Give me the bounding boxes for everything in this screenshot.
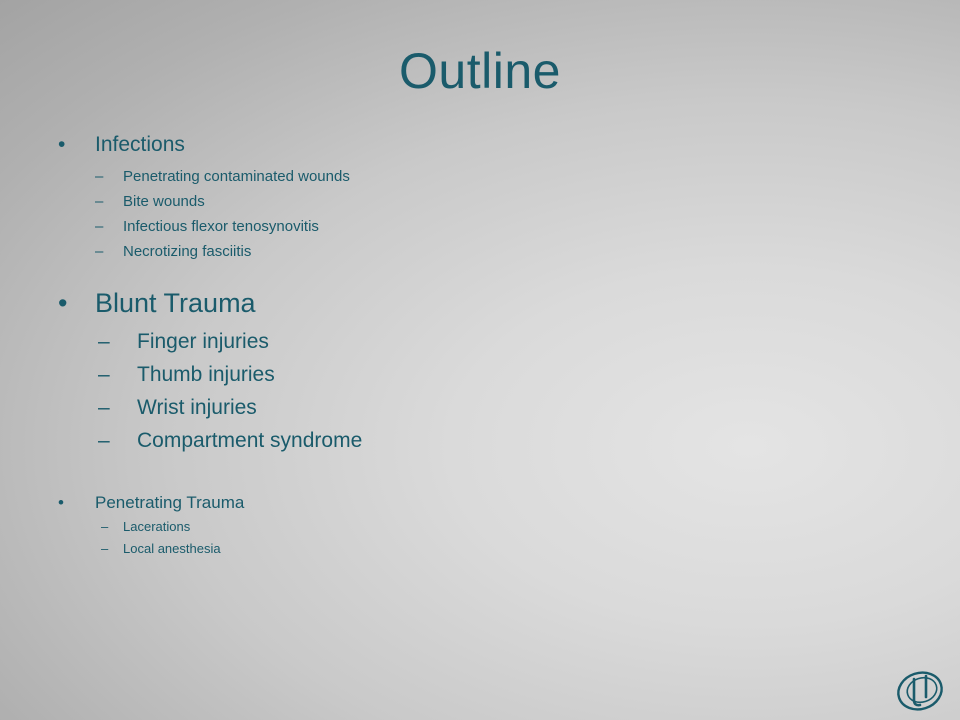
- bullet-label: Infections: [95, 133, 185, 156]
- sub-label: Compartment syndrome: [137, 429, 363, 452]
- sub-dash: –: [95, 168, 104, 185]
- sub-dash: –: [101, 519, 109, 534]
- sub-dash: –: [98, 363, 110, 386]
- sub-item: [95, 168, 350, 185]
- sub-item: [95, 243, 252, 260]
- sub-item: [95, 218, 319, 235]
- sub-item: [98, 429, 363, 453]
- bullet-blunt-trauma: [58, 288, 256, 319]
- sub-label: Necrotizing fasciitis: [123, 243, 252, 260]
- sub-label: Local anesthesia: [123, 541, 221, 556]
- sub-dash: –: [101, 541, 109, 556]
- bullet-infections: [58, 133, 185, 157]
- sub-item: [98, 363, 275, 387]
- institution-logo-icon: [892, 664, 952, 714]
- sub-label: Infectious flexor tenosynovitis: [123, 218, 319, 235]
- bullet-dot: •: [58, 133, 66, 156]
- sub-dash: –: [95, 218, 104, 235]
- sub-item: [95, 193, 205, 210]
- bullet-penetrating-trauma: [58, 493, 245, 513]
- sub-dash: –: [98, 429, 110, 452]
- sub-item: [98, 330, 269, 354]
- bullet-label: Penetrating Trauma: [95, 493, 245, 512]
- sub-label: Lacerations: [123, 519, 191, 534]
- sub-dash: –: [95, 243, 104, 260]
- slide-title: Outline: [399, 43, 561, 99]
- sub-dash: –: [95, 193, 104, 210]
- sub-item: [101, 519, 191, 534]
- bullet-label: Blunt Trauma: [95, 288, 256, 318]
- sub-dash: –: [98, 396, 110, 419]
- sub-label: Finger injuries: [137, 330, 269, 353]
- sub-item: [101, 541, 221, 556]
- sub-dash: –: [98, 330, 110, 353]
- sub-label: Wrist injuries: [137, 396, 257, 419]
- sub-label: Thumb injuries: [137, 363, 275, 386]
- sub-label: Bite wounds: [123, 193, 205, 210]
- sub-label: Penetrating contaminated wounds: [123, 168, 350, 185]
- sub-item: [98, 396, 257, 420]
- bullet-dot: •: [58, 493, 64, 512]
- bullet-dot: •: [58, 288, 68, 318]
